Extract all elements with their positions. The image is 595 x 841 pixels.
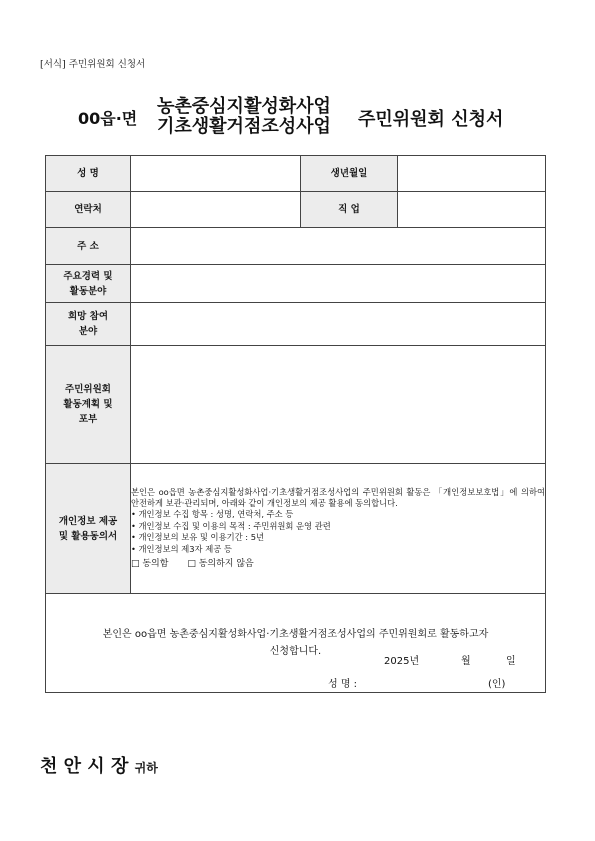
seal-mark: (인) <box>488 679 506 690</box>
addressee-honorific: 귀하 <box>134 761 158 775</box>
privacy-label-line1: 개인정보 제공 <box>58 515 118 527</box>
contact-field[interactable] <box>131 192 301 228</box>
title-project-line1: 농촌중심지활성화사업 <box>157 96 331 117</box>
birthdate-field[interactable] <box>398 156 546 192</box>
agree-checkbox[interactable]: □ 동의함 <box>131 559 169 570</box>
document-title <box>40 92 555 136</box>
application-form-table <box>45 155 546 693</box>
consent-intro: 본인은 oo읍면 농촌중심지활성화사업·기초생활거점조성사업의 주민위원회 활동은 「개인정보보호법」에 의하여 안전하게 보관·관리되며, 아래와 같이 개인정보의 제공 활용에 동의합니다. <box>131 486 545 508</box>
title-suffix: 주민위원회 신청서 <box>358 109 504 130</box>
form-number-label: [서식] 주민위원회 신청서 <box>40 59 146 70</box>
consent-item: • 개인정보 수집 항목 : 성명, 연락처, 주소 등 <box>131 509 545 520</box>
consent-item-list <box>131 509 545 555</box>
wish-label-line1: 희망 참여 <box>67 311 108 322</box>
occupation-label: 직 업 <box>301 192 398 228</box>
plan-label-line1: 주민위원회 <box>65 384 111 395</box>
title-prefix: 00읍·면 <box>78 109 138 128</box>
consent-options <box>131 559 545 570</box>
date-month: 월 <box>461 656 471 667</box>
wish-field-label <box>46 303 131 346</box>
contact-label: 연락처 <box>46 192 131 228</box>
privacy-consent-content <box>131 464 546 594</box>
disagree-checkbox[interactable]: □ 동의하지 않음 <box>187 559 254 570</box>
consent-item: • 개인정보 수집 및 이용의 목적 : 주민위원회 운영 관련 <box>131 521 545 532</box>
name-field[interactable] <box>131 156 301 192</box>
title-project-line2: 기초생활거점조성사업 <box>157 116 331 137</box>
wish-label-line2: 분야 <box>78 326 98 337</box>
privacy-consent-label <box>46 464 131 594</box>
birthdate-label: 생년월일 <box>301 156 398 192</box>
wish-field[interactable] <box>131 303 546 346</box>
privacy-label-line2: 및 활용동의서 <box>58 530 118 542</box>
signature-label: 성 명 : <box>328 679 358 690</box>
career-label-line1: 주요경력 및 <box>63 270 113 282</box>
plan-field[interactable] <box>131 346 546 464</box>
statement-line1: 본인은 oo읍면 농촌중심지활성화사업·기초생활거점조성사업의 주민위원회로 활동하고자 <box>102 629 489 640</box>
date-day: 일 <box>506 656 516 667</box>
plan-label-line2: 활동계획 및 <box>63 399 113 410</box>
addressee <box>40 752 158 778</box>
address-field[interactable] <box>131 228 546 265</box>
consent-item: • 개인정보의 보유 및 이용기간 : 5년 <box>131 532 545 543</box>
occupation-field[interactable] <box>398 192 546 228</box>
plan-label-line3: 포부 <box>78 414 98 425</box>
consent-item: • 개인정보의 제3자 제공 등 <box>131 544 545 555</box>
date-year: 2025년 <box>384 656 420 667</box>
addressee-name: 천 안 시 장 <box>40 756 129 777</box>
address-label: 주 소 <box>46 228 131 265</box>
statement-line2: 신청합니다. <box>269 646 322 657</box>
plan-label <box>46 346 131 464</box>
career-label-line2: 활동분야 <box>69 285 107 297</box>
career-label <box>46 265 131 303</box>
career-field[interactable] <box>131 265 546 303</box>
application-statement-area <box>46 594 546 693</box>
name-label: 성 명 <box>46 156 131 192</box>
